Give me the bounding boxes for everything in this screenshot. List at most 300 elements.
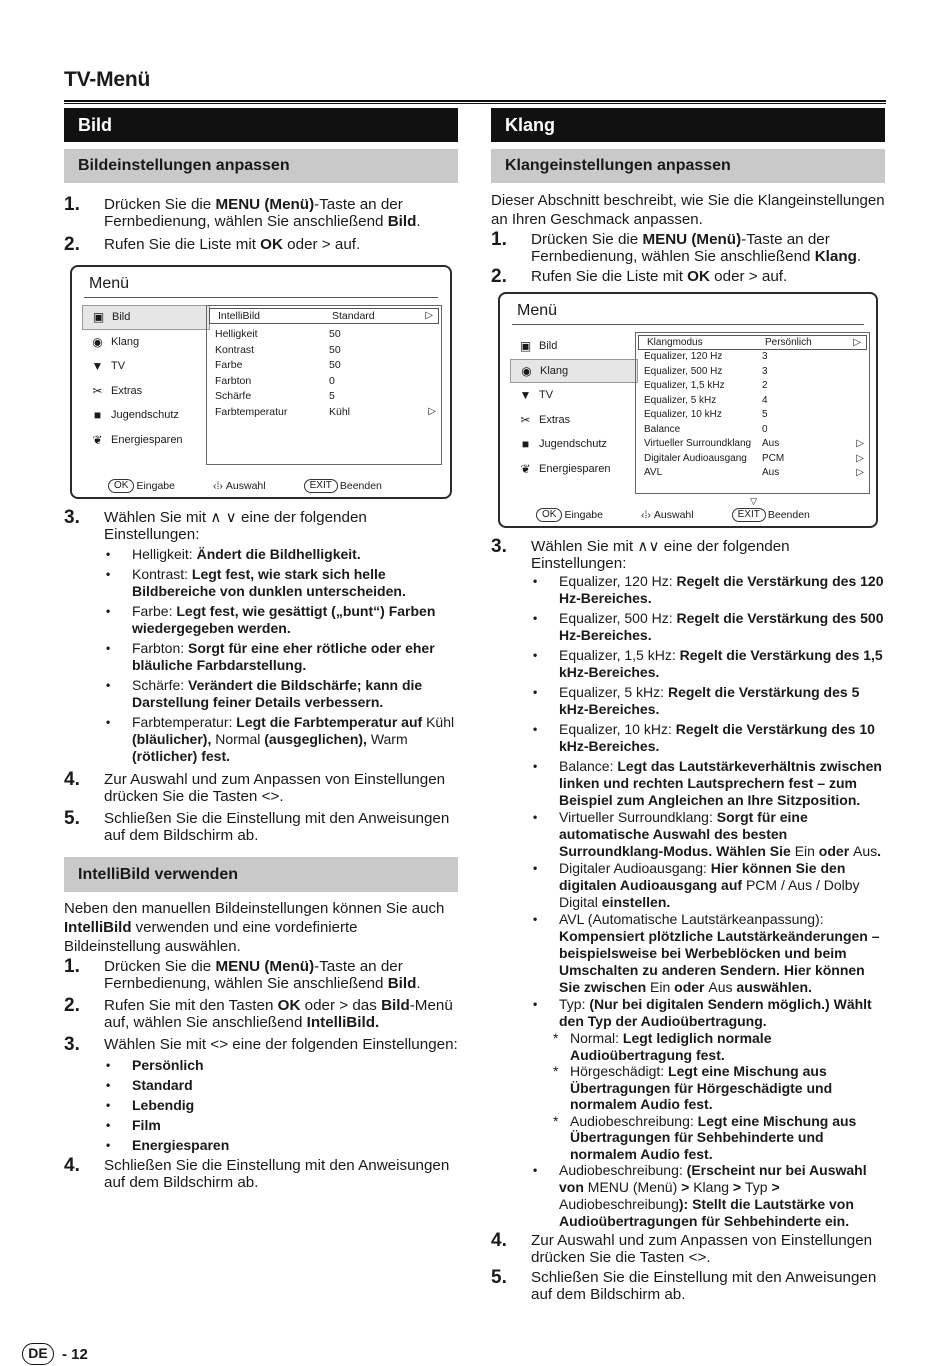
step-5 xyxy=(64,810,458,844)
bold-term: Regelt die Verstärkung des 120 Hz-Bereiches. xyxy=(559,573,884,606)
menu-item-label: Extras xyxy=(539,413,571,426)
mode-name: Energiesparen xyxy=(132,1137,230,1153)
bullet-item xyxy=(64,640,458,674)
step-text: Wählen Sie mit <> eine der folgenden Einstellungen: xyxy=(104,1036,458,1053)
bullet-text xyxy=(559,911,885,996)
menu-item-label: TV xyxy=(539,389,554,402)
bold-term: (ausgeglichen), xyxy=(260,731,371,747)
bullet-item xyxy=(64,677,458,711)
intellibild-intro xyxy=(64,899,458,956)
setting-row xyxy=(638,335,867,350)
menu-item-bild xyxy=(510,334,638,359)
menu-item-tv xyxy=(510,383,638,408)
bullet-marker: • xyxy=(106,1138,111,1152)
text-segment: . xyxy=(416,975,421,992)
section-title-bild: Bild xyxy=(64,108,458,142)
text-segment: Equalizer, 10 kHz: xyxy=(559,721,672,737)
bullet-marker: • xyxy=(533,611,538,625)
bold-term: IntelliBild. xyxy=(306,1014,380,1031)
footer-select xyxy=(213,480,266,492)
bullet-item: • Farbtemperatur: Legt die Farbtemperatur auf Kühl (bläulicher), Normal (ausgeglichen), Warm (rötlicher) fest. xyxy=(64,714,458,765)
step-text xyxy=(104,997,458,1031)
setting-value: 0 xyxy=(762,423,768,435)
footer-label: Beenden xyxy=(767,509,810,521)
menu-item-label: TV xyxy=(111,360,126,373)
setting-row xyxy=(207,389,441,405)
subsection-bildeinstellungen: Bildeinstellungen anpassen xyxy=(64,149,458,183)
bold-term: Bild xyxy=(387,213,417,230)
bullet-text xyxy=(132,546,458,563)
bullet-item: • Typ: (Nur bei digitalen Sendern möglich.) Wählt den Typ der Audioübertragung. xyxy=(491,996,885,1030)
setting-value: Aus xyxy=(762,467,780,479)
bullet-marker: • xyxy=(106,1098,111,1112)
bullet-text xyxy=(559,996,885,1030)
setting-row xyxy=(636,364,869,379)
step-number: 5. xyxy=(64,808,80,829)
subsection-klangeinstellungen: Klangeinstellungen anpassen xyxy=(491,149,885,183)
intellibild-step-4 xyxy=(64,1157,458,1191)
mode-name: Standard xyxy=(132,1077,193,1093)
klang-bullet-list xyxy=(491,573,885,809)
bullet-text xyxy=(132,1077,458,1094)
text-segment: MENU (Menü) xyxy=(587,1179,678,1195)
text-segment: PCM / Aus / Dolby Digital xyxy=(559,877,860,910)
page-number: - 12 xyxy=(62,1345,88,1363)
text-segment: Kühl xyxy=(426,714,455,730)
bold-term: Verändert die Bildschärfe; kann die Darstellung feiner Details verbessern. xyxy=(132,677,423,710)
bold-term: Bild xyxy=(387,975,417,992)
bullet-item xyxy=(64,1077,458,1094)
menu-item-jugendschutz xyxy=(510,432,638,457)
text-segment: Rufen Sie die Liste mit xyxy=(531,268,688,285)
exit-key: EXIT xyxy=(304,479,338,493)
tv-icon: ▼ xyxy=(519,388,532,403)
bold-term: > xyxy=(767,1179,780,1195)
bold-term: Kompensiert plötzliche Lautstärkeänderungen – beispielsweise bei Werbeblöcken und beim Umschalten zu anderen Sendern. Hier können Sie zwischen xyxy=(559,928,880,995)
setting-name: Kontrast xyxy=(215,343,255,356)
asterisk-marker: * xyxy=(553,1063,559,1079)
text-segment: Aus xyxy=(853,843,878,859)
klang-step-2 xyxy=(491,268,885,286)
bullet-marker: • xyxy=(106,604,111,618)
intellibild-mode-list xyxy=(64,1057,458,1154)
bold-term: Regelt die Verstärkung des 5 kHz-Bereiches. xyxy=(559,684,860,717)
bold-term: > xyxy=(677,1179,694,1195)
step-text: Schließen Sie die Einstellung mit den Anweisungen auf dem Bildschirm ab. xyxy=(104,1157,450,1191)
bullet-marker: • xyxy=(533,722,538,736)
setting-value: 3 xyxy=(762,351,768,363)
setting-row xyxy=(636,350,869,365)
menu-item-extras xyxy=(510,408,638,433)
bullet-item xyxy=(64,1057,458,1074)
step-text xyxy=(531,231,885,265)
text-segment: Warm xyxy=(370,731,408,747)
bullet-item xyxy=(491,721,885,755)
setting-value: 50 xyxy=(329,343,341,356)
text-segment: Audiobeschreibung xyxy=(559,1196,679,1212)
step-text xyxy=(104,196,458,230)
tools-icon: ✂ xyxy=(92,383,103,398)
menu-item-energiesparen xyxy=(510,457,638,482)
menu-settings-panel xyxy=(635,332,870,506)
bold-term: einstellen. xyxy=(597,894,671,910)
text-segment: Normal xyxy=(215,731,261,747)
setting-row xyxy=(636,422,869,437)
right-column xyxy=(491,108,885,1303)
bild-bullet-list xyxy=(64,546,458,711)
bullet-text xyxy=(559,809,885,860)
bold-term: (Nur bei digitalen Sendern möglich.) Wählt den Typ der Audioübertragung. xyxy=(559,996,872,1029)
setting-value: PCM xyxy=(762,452,785,464)
bullet-text xyxy=(132,1057,458,1074)
menu-item-bild xyxy=(82,305,210,330)
bold-term: Legt das Lautstärkeverhältnis zwischen linken und rechten Lautsprechern fest – zum Beispiel zum Angleichen an Ihre Sitzposition. xyxy=(559,758,882,808)
bullet-text xyxy=(132,566,458,600)
setting-name: Klangmodus xyxy=(647,336,703,348)
bold-term: oder xyxy=(670,979,709,995)
text-segment: Helligkeit: xyxy=(132,546,193,562)
footer-ok xyxy=(108,479,175,493)
setting-value: 50 xyxy=(329,328,341,341)
menu-item-label: Klang xyxy=(540,364,569,377)
language-badge: DE xyxy=(22,1343,54,1365)
setting-value: Kühl xyxy=(329,405,351,418)
mode-name: Persönlich xyxy=(132,1057,204,1073)
setting-value: Standard xyxy=(332,309,375,322)
footer-ok xyxy=(536,508,603,522)
intellibild-step-1 xyxy=(64,958,458,992)
setting-value: Persönlich xyxy=(765,336,812,348)
text-segment: oder > auf. xyxy=(709,268,788,285)
menu-item-klang xyxy=(82,330,210,355)
bullet-text xyxy=(559,573,885,607)
footer-label: Beenden xyxy=(339,480,382,492)
setting-value: 5 xyxy=(762,409,768,421)
bullet-text xyxy=(559,860,885,911)
text-segment: Kontrast: xyxy=(132,566,189,582)
step-text xyxy=(104,958,458,992)
setting-name: Equalizer, 1,5 kHz xyxy=(644,380,725,392)
footer-exit xyxy=(304,479,382,493)
menu-item-label: Jugendschutz xyxy=(111,409,179,422)
bullet-item xyxy=(64,566,458,600)
mode-name: Film xyxy=(132,1117,161,1133)
step-text: Wählen Sie mit ∧ ∨ eine der folgenden Einstellungen: xyxy=(104,509,367,543)
text-segment: Drücken Sie die xyxy=(104,196,216,213)
tools-icon: ✂ xyxy=(520,412,531,427)
setting-row xyxy=(636,408,869,423)
bullet-marker: • xyxy=(106,1058,111,1072)
typ-option-list xyxy=(491,1030,885,1162)
ok-key: OK xyxy=(536,508,562,522)
menu-divider xyxy=(512,324,864,325)
setting-name: Equalizer, 500 Hz xyxy=(644,365,723,377)
bullet-marker: • xyxy=(106,1078,111,1092)
footer-label: Auswahl xyxy=(653,509,694,521)
bullet-item xyxy=(491,573,885,607)
footer-select xyxy=(641,509,694,521)
bullet-marker: • xyxy=(106,567,111,581)
setting-value: 2 xyxy=(762,380,768,392)
bullet-text xyxy=(132,640,458,674)
menu-footer xyxy=(536,508,848,522)
mode-name: Lebendig xyxy=(132,1097,195,1113)
bold-term: Legt die Farbtemperatur auf xyxy=(232,714,427,730)
bold-term: ): Stellt die Lautstärke von Audioübertragungen für Sehbehinderte ein. xyxy=(559,1196,854,1229)
arrow-right-icon: ▷ xyxy=(425,310,433,322)
text-segment: Equalizer, 5 kHz: xyxy=(559,684,665,700)
step-number: 4. xyxy=(64,1155,80,1176)
setting-name: Farbtemperatur xyxy=(215,405,288,418)
text-segment: -Menü auf, wählen Sie anschließend xyxy=(104,997,453,1031)
setting-row xyxy=(207,373,441,389)
bold-term: IntelliBild xyxy=(64,919,132,936)
setting-name: Equalizer, 5 kHz xyxy=(644,394,717,406)
text-segment: Typ: xyxy=(559,996,586,1012)
setting-row xyxy=(207,404,441,420)
step-number: 3. xyxy=(491,536,507,557)
bold-term: Regelt die Verstärkung des 1,5 kHz-Bereiches. xyxy=(559,647,883,680)
setting-name: AVL xyxy=(644,467,663,479)
bold-term: Hier können Sie den digitalen Audioausgang auf xyxy=(559,860,846,893)
setting-row xyxy=(209,308,439,324)
step-2 xyxy=(64,236,458,254)
text-segment: Neben den manuellen Bildeinstellungen können Sie auch xyxy=(64,900,445,917)
leaf-icon: ❦ xyxy=(92,432,103,447)
step-1 xyxy=(64,196,458,230)
bold-term: OK xyxy=(277,997,301,1014)
text-segment: Equalizer, 120 Hz: xyxy=(559,573,673,589)
arrow-right-icon: ▷ xyxy=(428,406,436,418)
step-number: 2. xyxy=(64,234,80,255)
step-number: 1. xyxy=(64,194,80,215)
klang-intro: Dieser Abschnitt beschreibt, wie Sie die Klangeinstellungen an Ihren Geschmack anpassen. xyxy=(491,192,885,228)
setting-row xyxy=(207,327,441,343)
text-segment: . xyxy=(416,213,421,230)
bullet-text xyxy=(132,603,458,637)
bullet-item xyxy=(64,546,458,563)
setting-row xyxy=(636,451,869,466)
text-segment: Audiobeschreibung: xyxy=(559,1162,683,1178)
star-item xyxy=(491,1030,885,1063)
text-segment: Rufen Sie die Liste mit xyxy=(104,236,261,253)
setting-name: Helligkeit xyxy=(215,328,258,341)
text-segment: oder > das xyxy=(300,997,382,1014)
text-segment: Drücken Sie die xyxy=(104,958,216,975)
step-text: Schließen Sie die Einstellung mit den Anweisungen auf dem Bildschirm ab. xyxy=(104,810,450,844)
bold-term: (Erscheint nur bei Auswahl von xyxy=(559,1162,867,1195)
speaker-icon: ◉ xyxy=(521,363,532,378)
speaker-icon: ◉ xyxy=(92,334,103,349)
setting-value: 50 xyxy=(329,359,341,372)
menu-item-extras xyxy=(82,379,210,404)
bullet-item xyxy=(491,610,885,644)
bold-term: Legt eine Mischung aus Übertragungen für Hörgeschädigte und normalem Audio fest. xyxy=(570,1063,833,1112)
text-segment: Drücken Sie die xyxy=(531,231,643,248)
bullet-text xyxy=(570,1030,885,1063)
menu-settings-panel xyxy=(206,305,442,465)
asterisk-marker: * xyxy=(553,1112,559,1129)
bullet-text xyxy=(559,758,885,809)
step-text: Zur Auswahl und zum Anpassen von Einstellungen drücken Sie die Tasten <>. xyxy=(104,771,446,805)
bold-term: MENU (Menü) xyxy=(215,196,315,213)
title-rule xyxy=(64,100,886,104)
arrow-right-icon: ▷ xyxy=(856,438,864,450)
setting-name: IntelliBild xyxy=(218,309,261,322)
setting-name: Digitaler Audioausgang xyxy=(644,452,747,464)
bullet-marker: • xyxy=(533,574,538,588)
arrow-right-icon: ▷ xyxy=(856,467,864,479)
step-text: Schließen Sie die Einstellung mit den Anweisungen auf dem Bildschirm ab. xyxy=(531,1269,877,1303)
step-text: Wählen Sie mit ∧∨ eine der folgenden Einstellungen: xyxy=(531,538,790,572)
menu-item-label: Klang xyxy=(111,335,140,348)
bullet-marker: • xyxy=(106,641,111,655)
bold-term: Regelt die Verstärkung des 10 kHz-Bereiches. xyxy=(559,721,875,754)
footer-label: Eingabe xyxy=(564,509,603,521)
setting-value: 3 xyxy=(762,365,768,377)
menu-title: Menü xyxy=(89,275,130,292)
step-number: 2. xyxy=(491,266,507,287)
lock-icon: ■ xyxy=(93,408,102,423)
text-segment: oder > auf. xyxy=(282,236,361,253)
footer-label: Eingabe xyxy=(136,480,175,492)
menu-footer xyxy=(108,479,420,493)
step-number: 4. xyxy=(64,769,80,790)
bullet-text xyxy=(570,1063,885,1113)
menu-item-label: Bild xyxy=(112,311,131,324)
bullet-text xyxy=(570,1113,885,1163)
setting-row xyxy=(636,393,869,408)
bullet-item xyxy=(491,758,885,809)
text-segment: Hörgeschädigt: xyxy=(570,1063,665,1079)
menu-sidebar xyxy=(82,305,210,452)
bullet-marker: • xyxy=(106,678,111,692)
text-segment: Ein xyxy=(650,979,671,995)
text-segment: AVL (Automatische Lautstärkeanpassung): xyxy=(559,911,824,927)
bullet-text xyxy=(132,1097,458,1114)
text-segment: -Taste an der Fernbedienung, wählen Sie anschließend xyxy=(104,958,403,992)
bullet-item xyxy=(491,684,885,718)
text-segment: Farbton: xyxy=(132,640,185,656)
setting-name: Farbton xyxy=(215,374,252,387)
klang-step-3 xyxy=(491,538,885,572)
text-segment: Ein xyxy=(794,843,815,859)
setting-row xyxy=(207,342,441,358)
setting-row xyxy=(207,358,441,374)
text-segment: Rufen Sie mit den Tasten xyxy=(104,997,278,1014)
bold-term: Legt fest, wie gesättigt („bunt“) Farben wiedergegeben werden. xyxy=(132,603,436,636)
arrow-right-icon: ▷ xyxy=(856,452,864,464)
text-segment: -Taste an der Fernbedienung, wählen Sie anschließend xyxy=(104,196,403,230)
ok-key: OK xyxy=(108,479,134,493)
text-segment: Equalizer, 500 Hz: xyxy=(559,610,673,626)
page-title: TV-Menü xyxy=(64,68,151,91)
bullet-item: • Digitaler Audioausgang: Hier können Sie den digitalen Audioausgang auf PCM / Aus / Dolby Digital einstellen. xyxy=(491,860,885,911)
bullet-marker: • xyxy=(533,685,538,699)
up-down-icon: ‹⁞› xyxy=(213,480,223,492)
bold-term: OK xyxy=(687,268,710,285)
bold-term: Legt eine Mischung aus Übertragungen für Sehbehinderte und normalem Audio fest. xyxy=(570,1112,857,1162)
scroll-down-icon: ▽ xyxy=(750,496,757,506)
footer-label: Auswahl xyxy=(225,480,266,492)
bold-term: auswählen. xyxy=(732,979,812,995)
text-segment: Equalizer, 1,5 kHz: xyxy=(559,647,676,663)
setting-value: 4 xyxy=(762,394,768,406)
step-number: 1. xyxy=(491,229,507,250)
menu-screenshot-bild xyxy=(70,265,452,499)
star-item xyxy=(491,1063,885,1113)
step-text: Zur Auswahl und zum Anpassen von Einstellungen drücken Sie die Tasten <>. xyxy=(531,1232,873,1266)
menu-item-label: Energiesparen xyxy=(539,462,611,475)
left-column xyxy=(64,108,458,1191)
intellibild-step-2 xyxy=(64,997,458,1031)
bullet-marker: • xyxy=(533,648,538,662)
star-item xyxy=(491,1113,885,1163)
setting-name: Virtueller Surroundklang xyxy=(644,438,752,450)
text-segment: Virtueller Surroundklang: xyxy=(559,809,713,825)
text-segment: Schärfe: xyxy=(132,677,185,693)
menu-screenshot-klang xyxy=(498,292,878,528)
bullet-item xyxy=(64,1117,458,1134)
text-segment: Normal: xyxy=(570,1030,620,1046)
bold-term: Klang xyxy=(814,248,857,265)
menu-title: Menü xyxy=(517,302,558,319)
bullet-item: • Audiobeschreibung: (Erscheint nur bei Auswahl von MENU (Menü) > Klang > Typ > Audiobeschreibung): Stellt die Lautstärke von Audioübertragungen für Sehbehinderte ein. xyxy=(491,1162,885,1230)
bullet-text xyxy=(132,1137,458,1154)
bold-term: Legt lediglich normale Audioübertragung fest. xyxy=(570,1030,772,1063)
arrow-right-icon: ▷ xyxy=(853,336,861,348)
text-segment: . xyxy=(856,248,862,265)
bullet-item xyxy=(491,647,885,681)
menu-item-label: Jugendschutz xyxy=(539,438,607,451)
setting-name: Equalizer, 10 kHz xyxy=(644,409,722,421)
step-number: 5. xyxy=(491,1267,507,1288)
step-number: 3. xyxy=(64,1034,80,1055)
text-segment: Farbe: xyxy=(132,603,173,619)
bold-term: . xyxy=(877,843,882,859)
page-footer xyxy=(22,1343,88,1365)
tv-icon: ▼ xyxy=(91,359,104,374)
text-segment: Farbtemperatur: xyxy=(132,714,233,730)
bullet-item xyxy=(64,1137,458,1154)
bold-term: Ändert die Bildhelligkeit. xyxy=(192,546,361,562)
bullet-item: • AVL (Automatische Lautstärkeanpassung): Kompensiert plötzliche Lautstärkeänderungen – beispielsweise bei Werbeblöcken und beim Umschalten zu anderen Sendern. Hier können Sie zwischen Ein oder Aus auswählen. xyxy=(491,911,885,996)
bullet-text xyxy=(559,1162,885,1230)
text-segment: verwenden und eine vordefinierte Bildeinstellung auswählen. xyxy=(64,919,358,955)
bullet-text xyxy=(559,721,885,755)
text-segment: Audiobeschreibung: xyxy=(570,1112,694,1129)
leaf-icon: ❦ xyxy=(520,461,531,476)
section-title-klang: Klang xyxy=(491,108,885,142)
menu-item-label: Extras xyxy=(111,384,143,397)
menu-item-label: Bild xyxy=(539,340,558,353)
bullet-item xyxy=(64,603,458,637)
bullet-marker: • xyxy=(106,547,111,561)
intellibild-step-3 xyxy=(64,1036,458,1054)
bold-term: (bläulicher), xyxy=(132,731,216,747)
step-text xyxy=(104,236,458,254)
text-segment: Digitaler Audioausgang: xyxy=(559,860,707,876)
lock-icon: ■ xyxy=(521,437,530,452)
setting-value: 0 xyxy=(329,374,335,387)
subsection-intellibild: IntelliBild verwenden xyxy=(64,857,458,892)
menu-item-label: Energiesparen xyxy=(111,433,183,446)
text-segment: Balance: xyxy=(559,758,614,774)
step-number: 4. xyxy=(491,1230,507,1251)
bullet-text xyxy=(559,610,885,644)
setting-row xyxy=(636,466,869,481)
picture-icon: ▣ xyxy=(519,339,532,354)
